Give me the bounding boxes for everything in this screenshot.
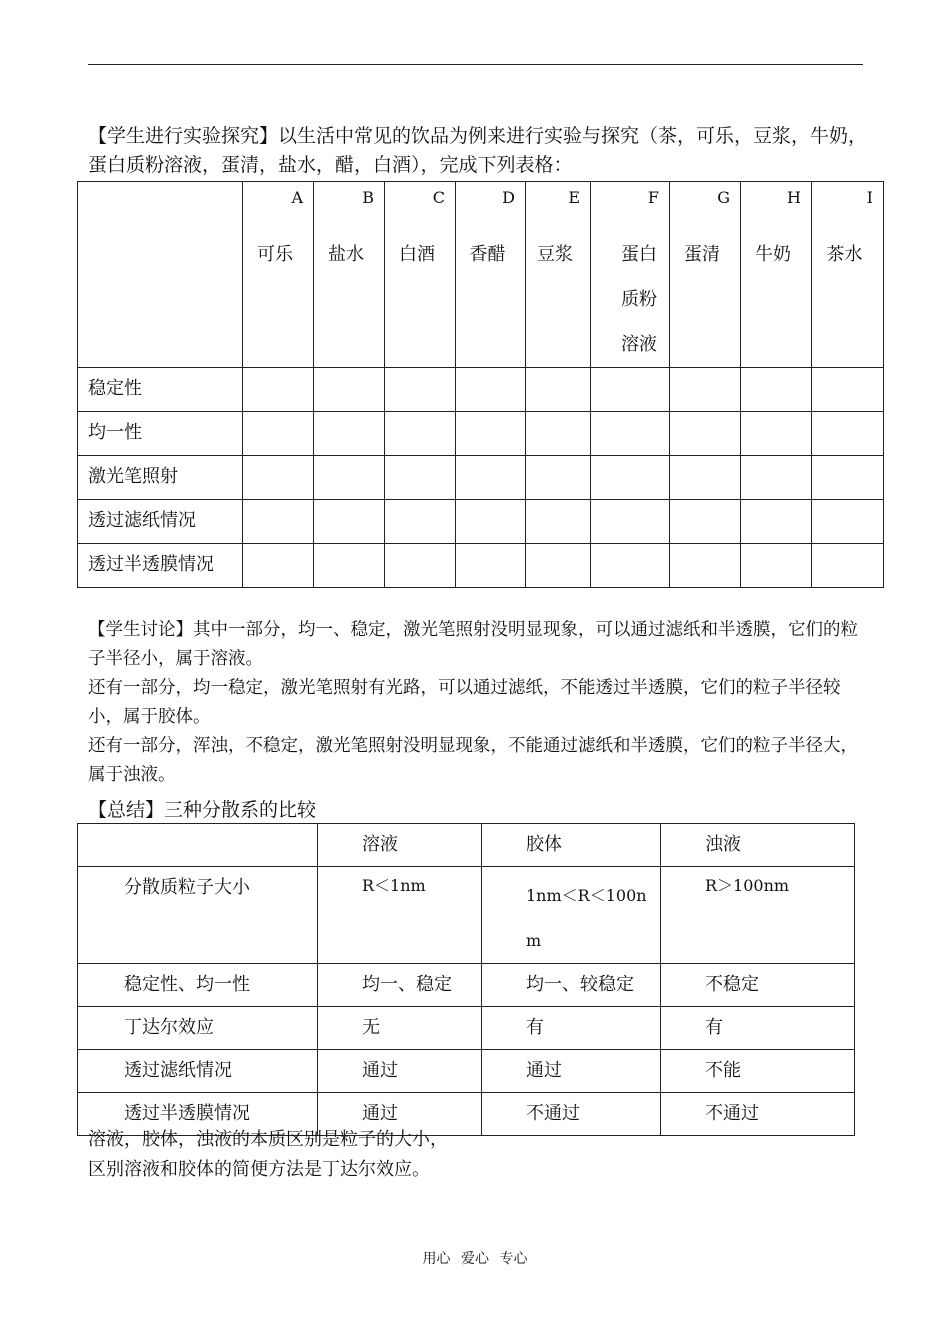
blank-cell[interactable] bbox=[741, 412, 812, 456]
experiment-header-row bbox=[78, 182, 884, 368]
table-cell: 通过 bbox=[318, 1093, 482, 1136]
blank-cell[interactable] bbox=[812, 544, 884, 588]
experiment-table bbox=[77, 181, 884, 588]
row-label: 均一性 bbox=[78, 412, 243, 456]
blank-cell[interactable] bbox=[243, 500, 314, 544]
comparison-row bbox=[78, 1050, 855, 1093]
comparison-table bbox=[77, 823, 855, 1136]
table-cell: 无 bbox=[318, 1007, 482, 1050]
row-label: 稳定性 bbox=[78, 368, 243, 412]
corner-cell bbox=[78, 182, 243, 368]
row-label: 透过滤纸情况 bbox=[78, 500, 243, 544]
table-cell: 不通过 bbox=[661, 1093, 855, 1136]
discussion-paragraph: 还有一部分，浑浊，不稳定，激光笔照射没明显现象，不能通过滤纸和半透膜，它们的粒子半径大，属于浊液。 bbox=[88, 736, 858, 785]
column-header: A 可乐 bbox=[243, 182, 314, 368]
column-header: E 豆浆 bbox=[526, 182, 591, 368]
comparison-row bbox=[78, 964, 855, 1007]
blank-cell[interactable] bbox=[526, 368, 591, 412]
blank-cell[interactable] bbox=[812, 456, 884, 500]
header-cell: 胶体 bbox=[482, 824, 661, 867]
table-cell: 有 bbox=[482, 1007, 661, 1050]
experiment-row bbox=[78, 500, 884, 544]
row-label: 透过半透膜情况 bbox=[78, 544, 243, 588]
table-cell: 不能 bbox=[661, 1050, 855, 1093]
discussion-paragraph: 【学生讨论】其中一部分，均一、稳定，激光笔照射没明显现象，可以通过滤纸和半透膜，它们的粒子半径小，属于溶液。 bbox=[88, 620, 858, 669]
blank-cell[interactable] bbox=[591, 456, 670, 500]
column-header: I 茶水 bbox=[812, 182, 884, 368]
table-cell: 不稳定 bbox=[661, 964, 855, 1007]
blank-cell[interactable] bbox=[456, 500, 526, 544]
table-cell: 通过 bbox=[318, 1050, 482, 1093]
table-cell: 通过 bbox=[482, 1050, 661, 1093]
table-cell: R＜1nm bbox=[318, 867, 482, 964]
row-label: 透过半透膜情况 bbox=[78, 1093, 318, 1136]
blank-cell[interactable] bbox=[812, 368, 884, 412]
blank-cell[interactable] bbox=[314, 368, 385, 412]
discussion-section bbox=[88, 616, 868, 790]
header-cell: 溶液 bbox=[318, 824, 482, 867]
blank-cell[interactable] bbox=[526, 500, 591, 544]
blank-cell[interactable] bbox=[314, 412, 385, 456]
blank-cell[interactable] bbox=[812, 500, 884, 544]
blank-cell[interactable] bbox=[741, 500, 812, 544]
comparison-row bbox=[78, 867, 855, 964]
blank-cell[interactable] bbox=[591, 544, 670, 588]
column-header: G 蛋清 bbox=[670, 182, 741, 368]
blank-cell[interactable] bbox=[670, 368, 741, 412]
blank-cell[interactable] bbox=[314, 544, 385, 588]
blank-cell[interactable] bbox=[385, 544, 456, 588]
blank-cell[interactable] bbox=[526, 544, 591, 588]
page-footer: 用心 爱心 专心 bbox=[422, 1251, 528, 1267]
column-header: F 蛋白质粉溶液 bbox=[591, 182, 670, 368]
comparison-row bbox=[78, 1007, 855, 1050]
blank-cell[interactable] bbox=[385, 456, 456, 500]
blank-cell[interactable] bbox=[670, 500, 741, 544]
header-rule bbox=[88, 64, 863, 65]
experiment-row bbox=[78, 456, 884, 500]
blank-cell[interactable] bbox=[591, 412, 670, 456]
blank-cell[interactable] bbox=[670, 412, 741, 456]
header-cell bbox=[78, 824, 318, 867]
row-label: 丁达尔效应 bbox=[78, 1007, 318, 1050]
blank-cell[interactable] bbox=[314, 456, 385, 500]
conclusion-line: 区别溶液和胶体的简便方法是丁达尔效应。 bbox=[88, 1159, 430, 1180]
blank-cell[interactable] bbox=[741, 368, 812, 412]
blank-cell[interactable] bbox=[741, 544, 812, 588]
blank-cell[interactable] bbox=[314, 500, 385, 544]
row-label: 分散质粒子大小 bbox=[78, 867, 318, 964]
blank-cell[interactable] bbox=[385, 500, 456, 544]
blank-cell[interactable] bbox=[526, 412, 591, 456]
blank-cell[interactable] bbox=[243, 456, 314, 500]
blank-cell[interactable] bbox=[243, 412, 314, 456]
intro-paragraph: 【学生进行实验探究】以生活中常见的饮品为例来进行实验与探究（茶，可乐，豆浆，牛奶，蛋白质粉溶液，蛋清，盐水，醋，白酒），完成下列表格： bbox=[88, 125, 868, 176]
experiment-row bbox=[78, 544, 884, 588]
blank-cell[interactable] bbox=[243, 544, 314, 588]
blank-cell[interactable] bbox=[670, 456, 741, 500]
blank-cell[interactable] bbox=[385, 412, 456, 456]
blank-cell[interactable] bbox=[456, 544, 526, 588]
table-cell: 均一、稳定 bbox=[318, 964, 482, 1007]
row-label: 激光笔照射 bbox=[78, 456, 243, 500]
row-label: 稳定性、均一性 bbox=[78, 964, 318, 1007]
blank-cell[interactable] bbox=[456, 368, 526, 412]
blank-cell[interactable] bbox=[670, 544, 741, 588]
blank-cell[interactable] bbox=[812, 412, 884, 456]
experiment-row bbox=[78, 368, 884, 412]
column-header: D 香醋 bbox=[456, 182, 526, 368]
blank-cell[interactable] bbox=[385, 368, 456, 412]
table-cell: 均一、较稳定 bbox=[482, 964, 661, 1007]
table-cell: 不通过 bbox=[482, 1093, 661, 1136]
blank-cell[interactable] bbox=[741, 456, 812, 500]
discussion-paragraph: 还有一部分，均一稳定，激光笔照射有光路，可以通过滤纸，不能透过半透膜，它们的粒子半径较小，属于胶体。 bbox=[88, 678, 841, 727]
comparison-header-row bbox=[78, 824, 855, 867]
blank-cell[interactable] bbox=[526, 456, 591, 500]
conclusion-line: 溶液，胶体，浊液的本质区别是粒子的大小， bbox=[88, 1129, 448, 1150]
blank-cell[interactable] bbox=[243, 368, 314, 412]
table-cell: 有 bbox=[661, 1007, 855, 1050]
blank-cell[interactable] bbox=[591, 500, 670, 544]
summary-title: 【总结】三种分散系的比较 bbox=[88, 799, 317, 821]
blank-cell[interactable] bbox=[456, 456, 526, 500]
blank-cell[interactable] bbox=[456, 412, 526, 456]
row-label: 透过滤纸情况 bbox=[78, 1050, 318, 1093]
header-cell: 浊液 bbox=[661, 824, 855, 867]
column-header: C 白酒 bbox=[385, 182, 456, 368]
column-header: B 盐水 bbox=[314, 182, 385, 368]
table-cell: R＞100nm bbox=[661, 867, 855, 964]
table-cell: 1nm＜R＜100nm bbox=[482, 867, 661, 964]
conclusion-section bbox=[88, 1125, 868, 1185]
experiment-row bbox=[78, 412, 884, 456]
column-header: H 牛奶 bbox=[741, 182, 812, 368]
blank-cell[interactable] bbox=[591, 368, 670, 412]
